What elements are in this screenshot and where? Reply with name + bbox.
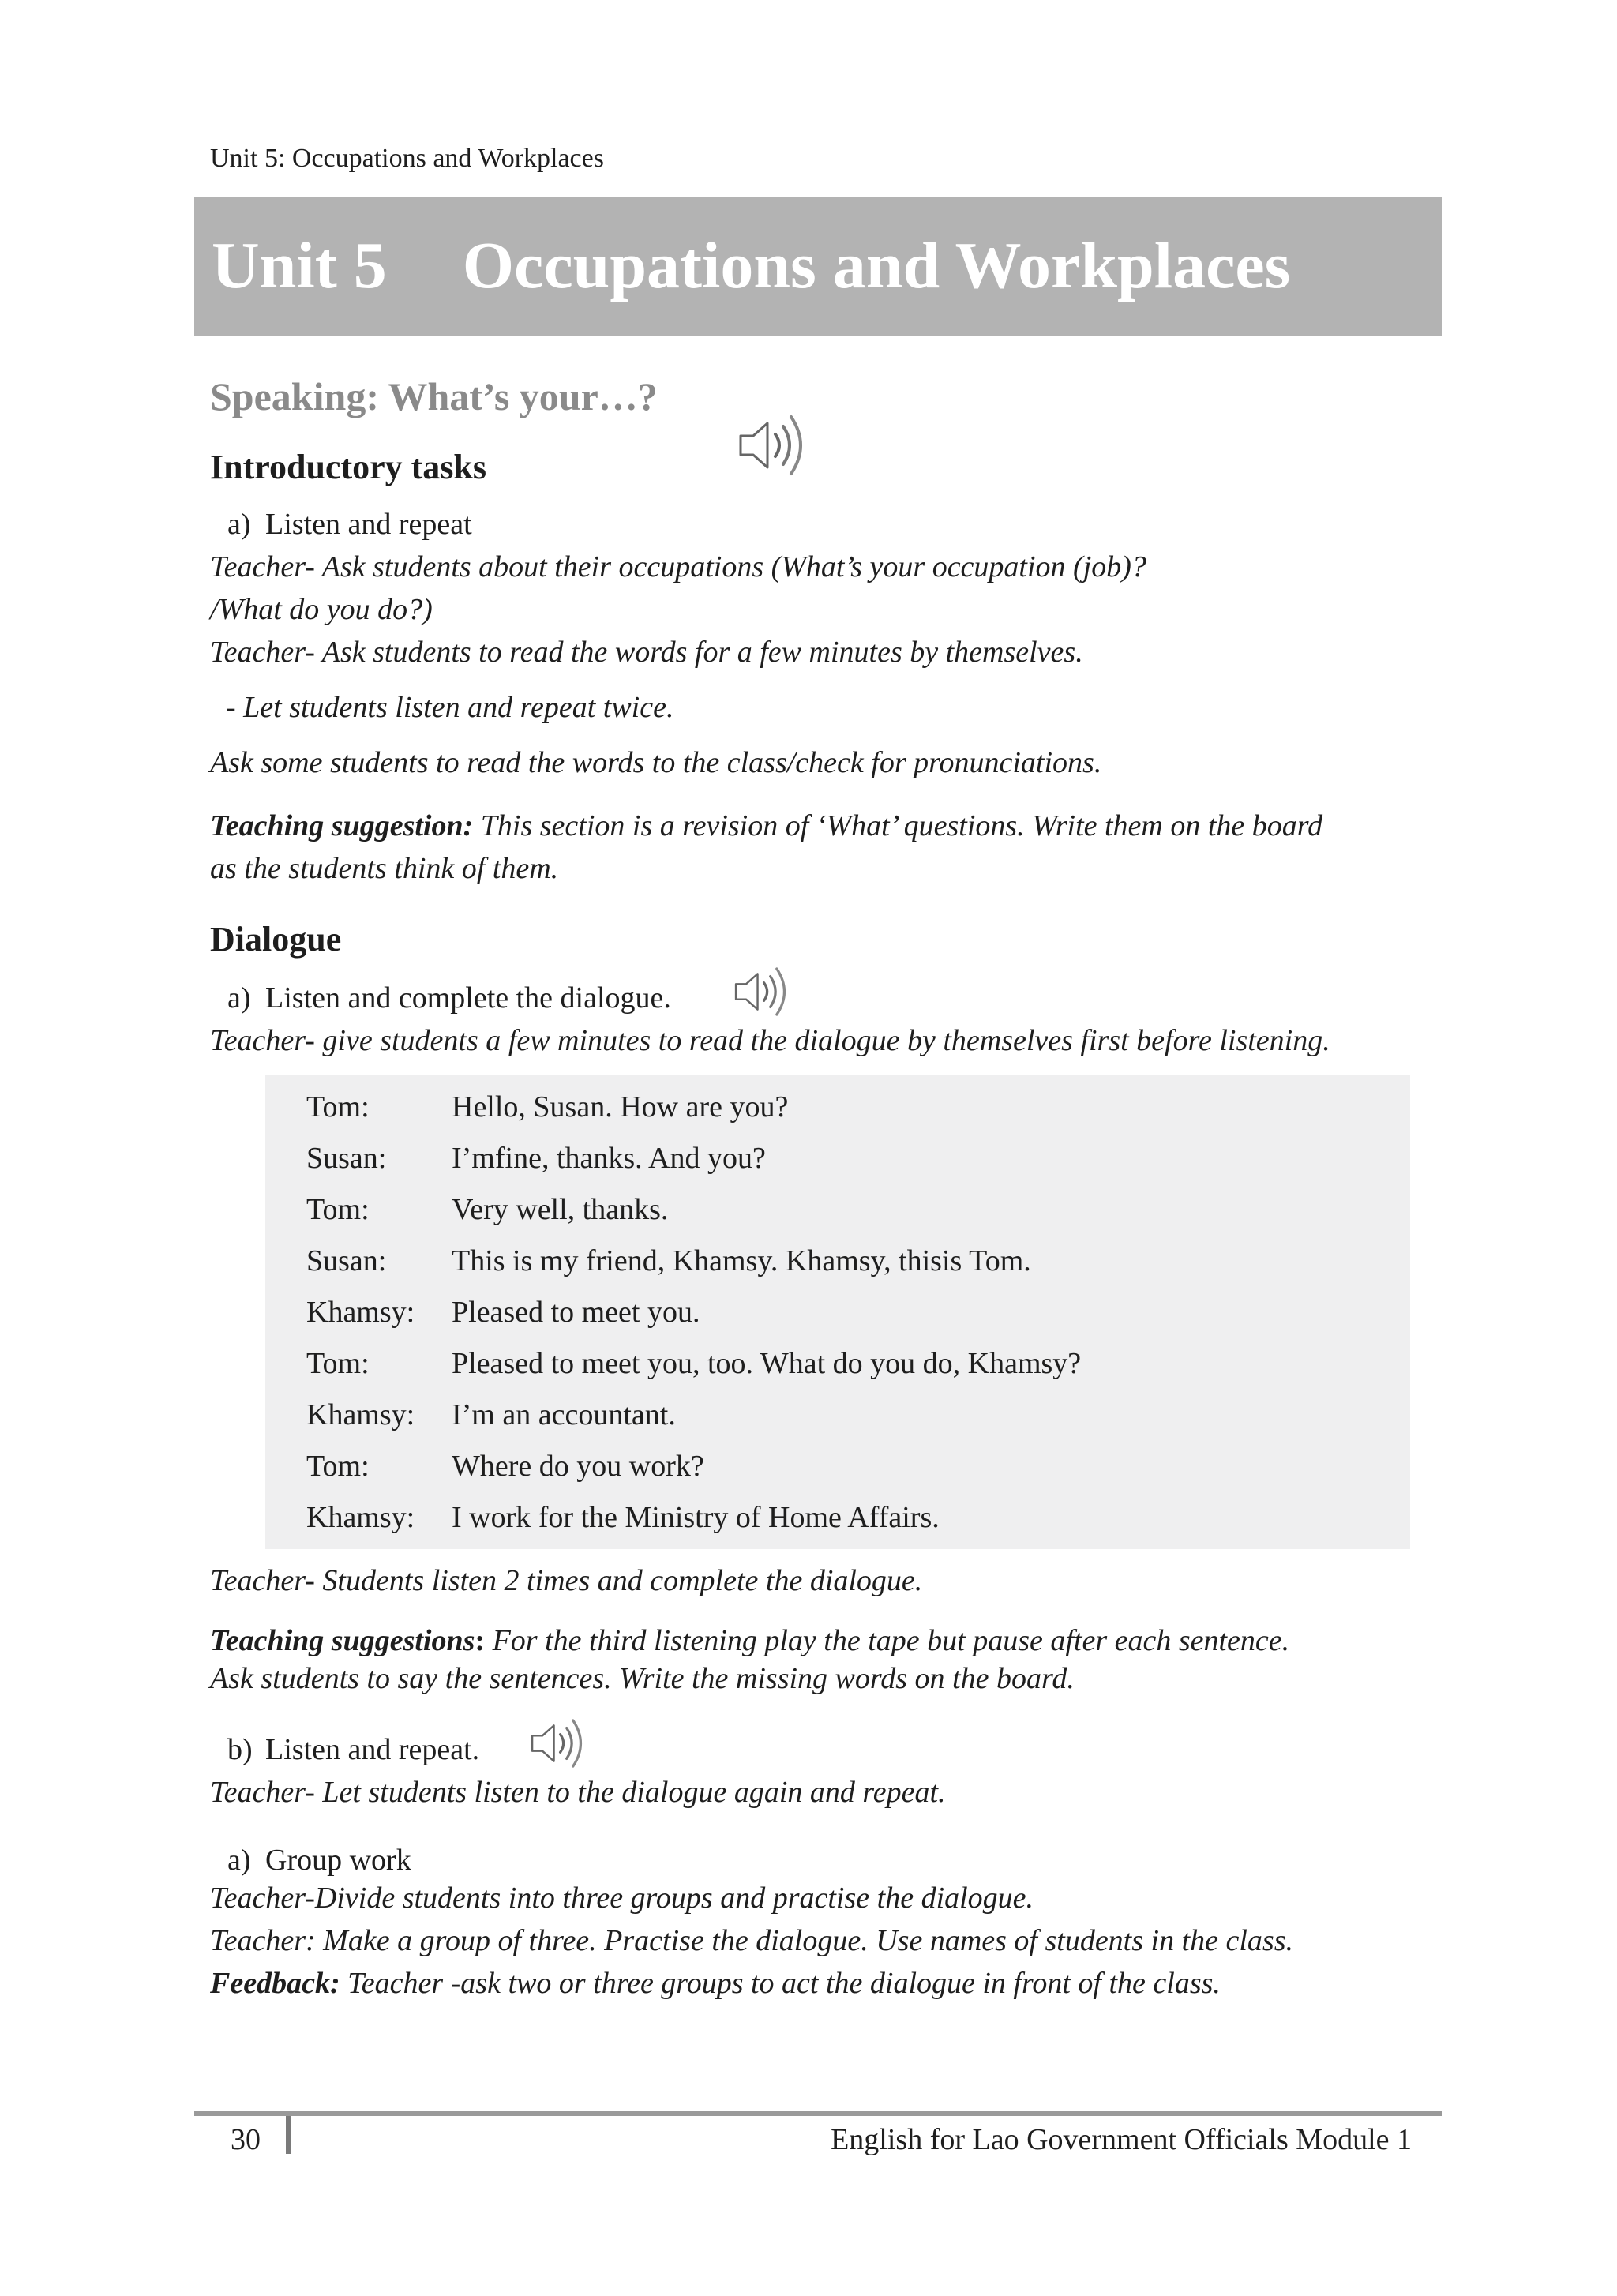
banner-unit: Unit 5: [212, 229, 387, 302]
group-work-line: Teacher: Make a group of three. Practise the dialogue. Use names of students in the class.: [210, 1924, 1294, 1957]
dialogue-item-b: [227, 1732, 479, 1767]
dialogue-speaker: Susan:: [306, 1142, 387, 1175]
running-header: Unit 5: Occupations and Workplaces: [210, 144, 604, 173]
feedback-label: Feedback:: [210, 1967, 340, 2000]
feedback-text: Teacher -ask two or three groups to act the dialogue in front of the class.: [340, 1967, 1221, 2000]
suggestion-text: This section is a revision of ‘What’ questions. Write them on the board: [473, 809, 1323, 842]
speaker-icon[interactable]: [730, 963, 796, 1020]
dialogue-speaker: Tom:: [306, 1450, 370, 1483]
item-text: Listen and repeat: [265, 508, 472, 541]
speaker-icon[interactable]: [733, 411, 815, 480]
dialogue-heading: Dialogue: [210, 920, 342, 959]
dialogue-instruction: Teacher- give students a few minutes to read the dialogue by themselves first before listening.: [210, 1024, 1330, 1057]
dialogue-speaker: Khamsy:: [306, 1501, 415, 1534]
suggestions-text-cont: Ask students to say the sentences. Write the missing words on the board.: [210, 1662, 1075, 1695]
dialogue-line: Pleased to meet you, too. What do you do, Khamsy?: [452, 1347, 1082, 1380]
dialogue-line: Pleased to meet you.: [452, 1296, 700, 1329]
dialogue-speaker: Khamsy:: [306, 1296, 415, 1329]
suggestion-text-cont: as the students think of them.: [210, 852, 559, 885]
item-text: Listen and complete the dialogue.: [265, 981, 671, 1015]
intro-item-a: [227, 507, 472, 542]
dialogue-speaker: Tom:: [306, 1193, 370, 1226]
dialogue-line: I’mfine, thanks. And you?: [452, 1142, 766, 1175]
dialogue-box: [265, 1075, 1410, 1549]
dialogue-speaker: Tom:: [306, 1347, 370, 1380]
intro-line: Teacher- Ask students about their occupations (What’s your occupation (job)?: [210, 550, 1146, 583]
dialogue-speaker: Tom:: [306, 1090, 370, 1124]
dialogue-line: Hello, Susan. How are you?: [452, 1090, 789, 1124]
item-label: b): [227, 1733, 253, 1766]
dialogue-speaker: Khamsy:: [306, 1398, 415, 1431]
item-b-instruction: Teacher- Let students listen to the dialogue again and repeat.: [210, 1776, 946, 1809]
banner-title: Occupations and Workplaces: [462, 229, 1291, 302]
dialogue-line: Very well, thanks.: [452, 1193, 669, 1226]
footer-title: English for Lao Government Officials Module 1: [831, 2123, 1412, 2156]
intro-heading: Introductory tasks: [210, 448, 487, 486]
group-work-item: [227, 1843, 411, 1878]
footer-divider: [286, 2116, 291, 2154]
dialogue-line: Where do you work?: [452, 1450, 704, 1483]
suggestions-label: Teaching suggestions: [210, 1624, 475, 1657]
banner-heading: [212, 227, 1290, 304]
dialogue-line: This is my friend, Khamsy. Khamsy, thisis Tom.: [452, 1244, 1031, 1277]
teaching-suggestion: [210, 808, 1322, 843]
speaker-icon[interactable]: [526, 1715, 592, 1772]
item-label: a): [227, 1844, 251, 1877]
dialogue-item-a: [227, 981, 671, 1015]
intro-line: Ask some students to read the words to the class/check for pronunciations.: [210, 746, 1102, 779]
dialogue-line: I’m an accountant.: [452, 1398, 676, 1431]
dialogue-speaker: Susan:: [306, 1244, 387, 1277]
section-title: Speaking: What’s your…?: [210, 374, 658, 418]
item-label: a): [227, 508, 251, 541]
teaching-suggestions: [210, 1623, 1289, 1658]
suggestions-text: For the third listening play the tape but pause after each sentence.: [485, 1624, 1290, 1657]
feedback-line: [210, 1966, 1221, 2001]
intro-line: - Let students listen and repeat twice.: [226, 691, 674, 724]
item-text: Group work: [265, 1844, 411, 1877]
item-label: a): [227, 981, 251, 1015]
intro-line: Teacher- Ask students to read the words for a few minutes by themselves.: [210, 636, 1083, 669]
after-dialogue-note: Teacher- Students listen 2 times and complete the dialogue.: [210, 1564, 923, 1597]
unit-banner: [194, 197, 1442, 336]
group-work-line: Teacher-Divide students into three groups and practise the dialogue.: [210, 1881, 1034, 1915]
dialogue-line: I work for the Ministry of Home Affairs.: [452, 1501, 940, 1534]
item-text: Listen and repeat.: [265, 1733, 480, 1766]
suggestion-label: Teaching suggestion:: [210, 809, 474, 842]
page-number: 30: [231, 2123, 261, 2156]
footer-rule: [194, 2111, 1442, 2116]
intro-line: /What do you do?): [210, 593, 433, 626]
suggestions-colon: :: [475, 1624, 486, 1657]
